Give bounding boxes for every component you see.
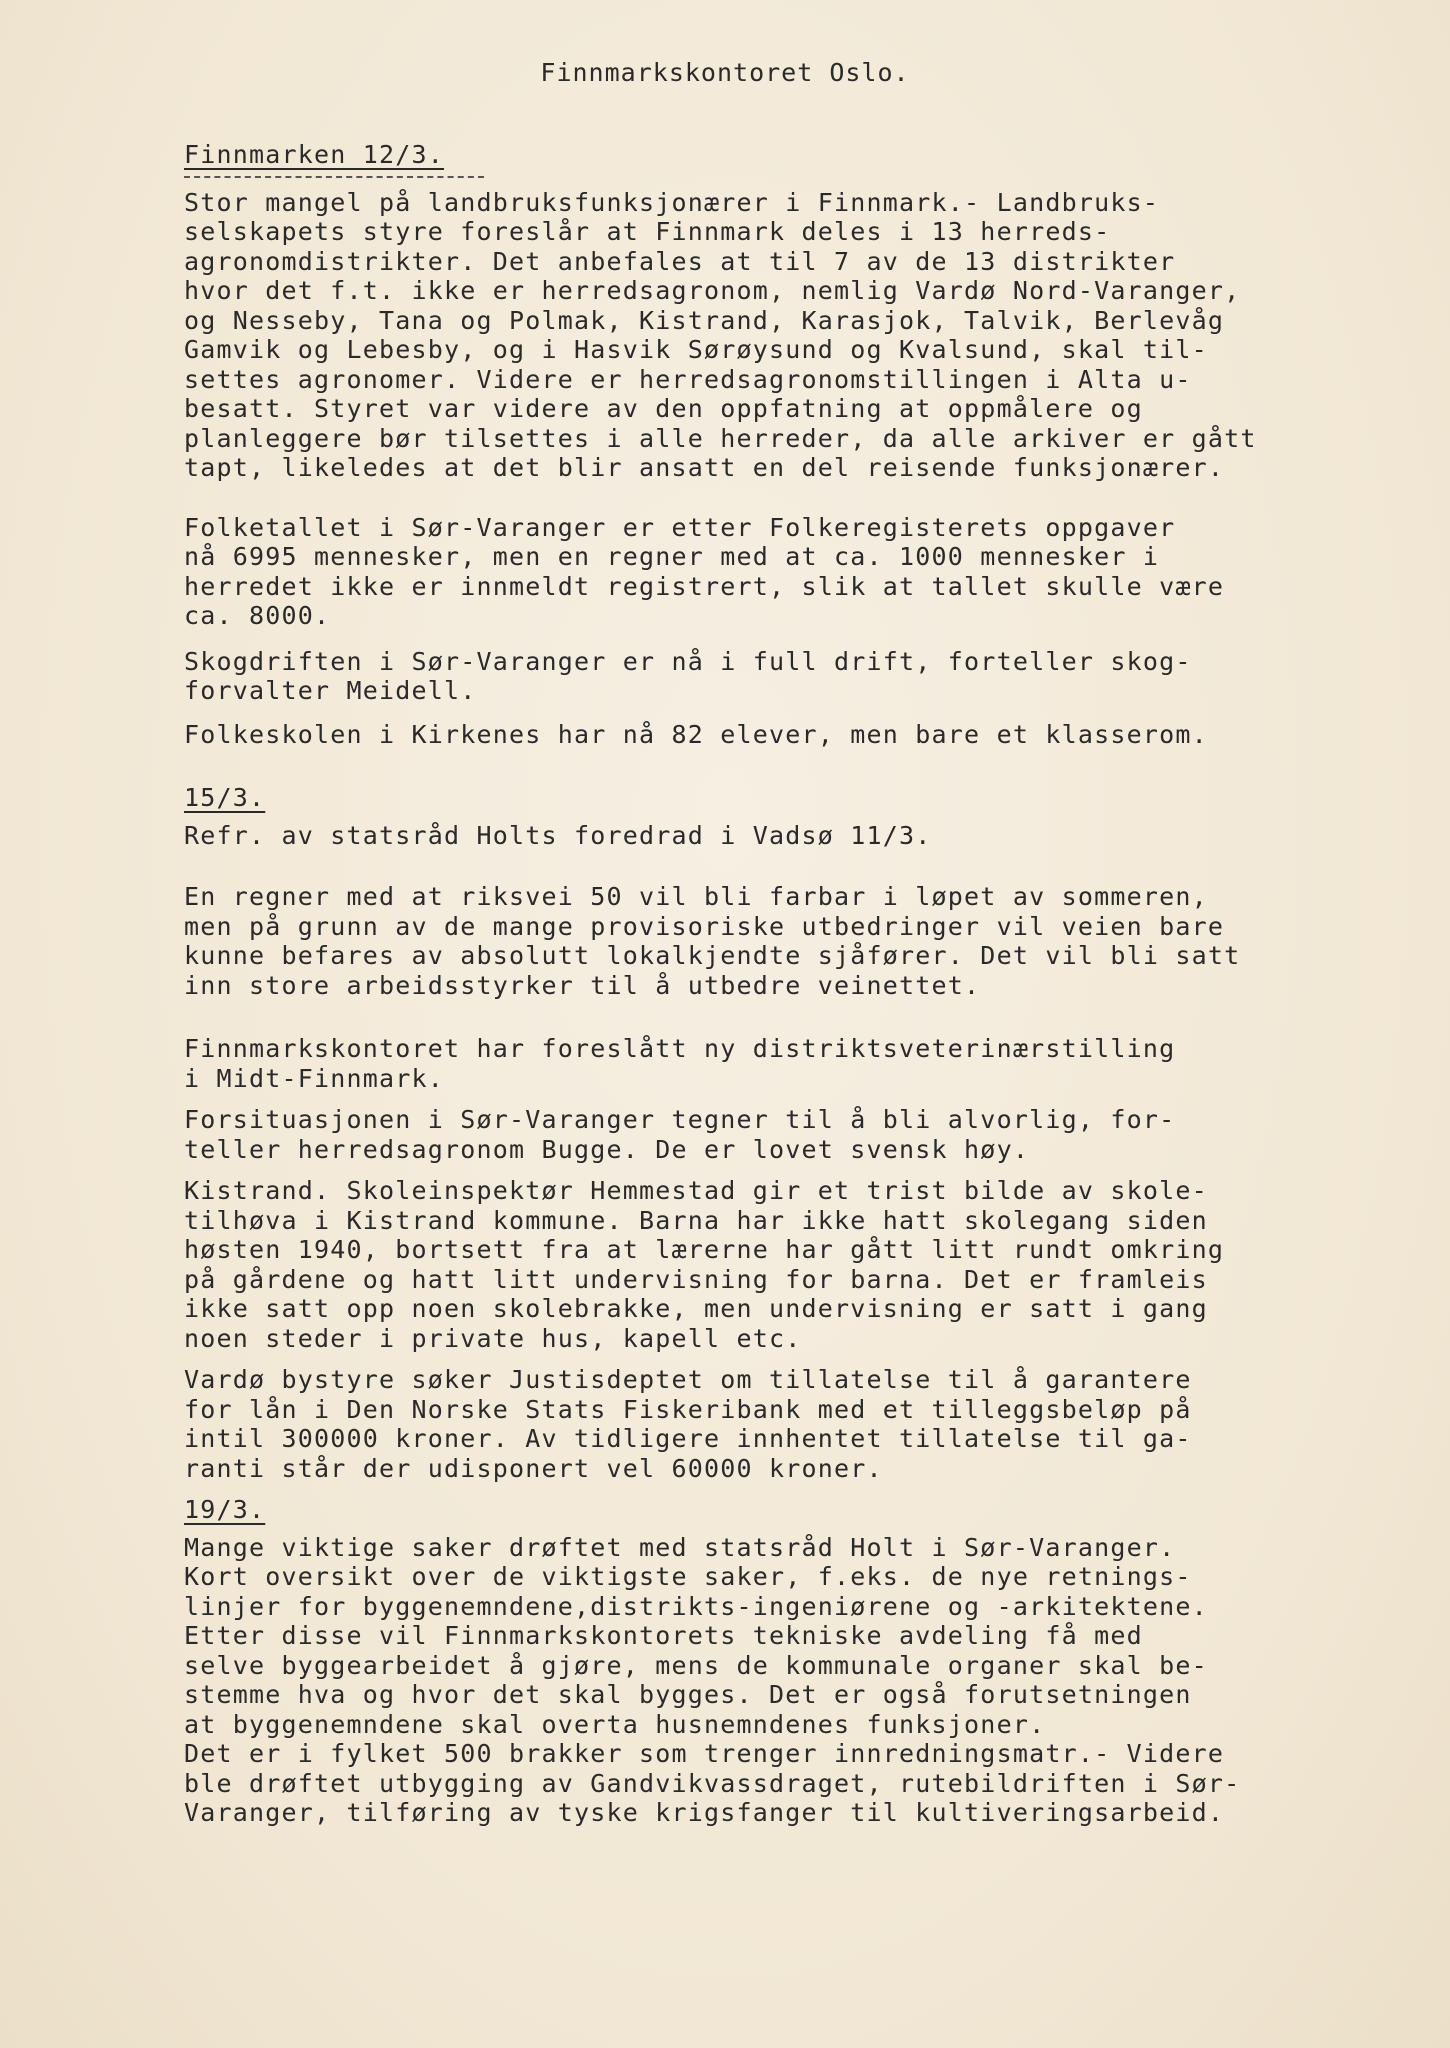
- paragraph: [184, 647, 1364, 706]
- text-line: Kistrand. Skoleinspektør Hemmestad gir et trist bilde av skole-: [184, 1176, 1208, 1205]
- paragraph: [184, 1176, 1364, 1353]
- text-line: Det er i fylket 500 brakker som trenger innredningsmatr.- Videre: [184, 1739, 1225, 1768]
- text-line: og Nesseby, Tana og Polmak, Kistrand, Karasjok, Talvik, Berlevåg: [184, 305, 1225, 335]
- text-line: Vardø bystyre søker Justisdeptet om tillatelse til å garantere: [184, 1365, 1192, 1394]
- text-line: ble drøftet utbygging av Gandvikvassdraget, rutebildriften i Sør-: [184, 1768, 1241, 1798]
- text-line: teller herredsagronom Bugge. De er lovet svensk høy.: [184, 1134, 1030, 1164]
- text-line: nå 6995 mennesker, men en regner med at ca. 1000 mennesker i: [184, 542, 1160, 571]
- text-line: settes agronomer. Videre er herredsagronomstillingen i Alta u-: [184, 364, 1192, 394]
- text-line: herredet ikke er innmeldt registrert, slik at tallet skulle være: [184, 571, 1225, 601]
- text-line: hvor det f.t. ikke er herredsagronom, nemlig Vardø Nord-Varanger,: [184, 276, 1241, 305]
- text-line: høsten 1940, bortsett fra at lærerne har gått litt rundt omkring: [184, 1235, 1225, 1264]
- paragraph: [184, 1365, 1364, 1483]
- text-line: i Midt-Finnmark.: [184, 1063, 445, 1093]
- text-line: Skogdriften i Sør-Varanger er nå i full drift, forteller skog-: [184, 646, 1192, 676]
- text-line: på gårdene og hatt litt undervisning for barna. Det er framleis: [184, 1264, 1208, 1294]
- section: [184, 1495, 1364, 1828]
- text-line: kunne befares av absolutt lokalkjendte sjåfører. Det vil bli satt: [184, 941, 1241, 970]
- paragraph: [184, 1034, 1364, 1093]
- text-line: Mange viktige saker drøftet med statsråd Holt i Sør-Varanger.: [184, 1532, 1176, 1562]
- text-line: ca. 8000.: [184, 601, 331, 630]
- text-line: noen steder i private hus, kapell etc.: [184, 1323, 802, 1353]
- paragraph: [184, 882, 1364, 1000]
- text-line: selskapets styre foreslår at Finnmark deles i 13 herreds-: [184, 217, 1111, 246]
- section: [184, 783, 1364, 1483]
- text-line: selve byggearbeidet å gjøre, mens de kommunale organer skal be-: [184, 1650, 1208, 1680]
- text-line: Etter disse vil Finnmarkskontorets tekniske avdeling få med: [184, 1621, 1143, 1650]
- text-line: Refr. av statsråd Holts foredrad i Vadsø 11/3.: [184, 820, 932, 850]
- text-line: forvalter Meidell.: [184, 676, 477, 705]
- paragraph: [184, 1533, 1364, 1828]
- text-line: En regner med at riksvei 50 vil bli farbar i løpet av sommeren,: [184, 882, 1208, 911]
- text-line: inn store arbeidsstyrker til å utbedre veinettet.: [184, 970, 981, 1000]
- text-line: intil 300000 kroner. Av tidligere innhentet tillatelse til ga-: [184, 1424, 1192, 1453]
- document-body: [184, 140, 1364, 1828]
- text-line: Forsituasjonen i Sør-Varanger tegner til å bli alvorlig, for-: [184, 1105, 1176, 1134]
- text-line: Gamvik og Lebesby, og i Hasvik Sørøysund og Kvalsund, skal til-: [184, 335, 1208, 364]
- text-line: for lån i Den Norske Stats Fiskeribank med et tilleggsbeløp på: [184, 1394, 1192, 1424]
- paragraph: [184, 513, 1364, 631]
- paragraph: [184, 720, 1364, 750]
- text-line: linjer for byggenemndene,distrikts-ingeniørene og -arkitektene.: [184, 1591, 1208, 1621]
- text-line: ikke satt opp noen skolebrakke, men undervisning er satt i gang: [184, 1294, 1208, 1323]
- text-line: ranti står der udisponert vel 60000 kroner.: [184, 1453, 883, 1483]
- section-heading: 15/3.: [184, 783, 266, 812]
- text-line: Folketallet i Sør-Varanger er etter Folkeregisterets oppgaver: [184, 512, 1176, 542]
- paragraph: [184, 821, 1364, 851]
- text-line: Varanger, tilføring av tyske krigsfanger til kultiveringsarbeid.: [184, 1798, 1225, 1827]
- paragraph: [184, 188, 1364, 483]
- text-line: Stor mangel på landbruksfunksjonærer i Finnmark.- Landbruks-: [184, 187, 1160, 217]
- section-heading: Finnmarken 12/3.: [184, 140, 445, 169]
- text-line: Folkeskolen i Kirkenes har nå 82 elever, men bare et klasserom.: [184, 719, 1208, 749]
- text-line: Kort oversikt over de viktigste saker, f.eks. de nye retnings-: [184, 1562, 1192, 1591]
- text-line: men på grunn av de mange provisoriske utbedringer vil veien bare: [184, 911, 1225, 941]
- dashed-rule: [184, 176, 484, 180]
- text-line: tapt, likeledes at det blir ansatt en del reisende funksjonærer.: [184, 453, 1225, 482]
- document-header: Finnmarkskontoret Oslo.: [540, 58, 910, 87]
- text-line: tilhøva i Kistrand kommune. Barna har ikke hatt skolegang siden: [184, 1205, 1208, 1235]
- text-line: stemme hva og hvor det skal bygges. Det er også forutsetningen: [184, 1680, 1192, 1709]
- text-line: agronomdistrikter. Det anbefales at til 7 av de 13 distrikter: [184, 246, 1176, 276]
- section-heading: 19/3.: [184, 1495, 266, 1524]
- text-line: planleggere bør tilsettes i alle herreder, da alle arkiver er gått: [184, 423, 1257, 453]
- text-line: besatt. Styret var videre av den oppfatning at oppmålere og: [184, 394, 1143, 423]
- text-line: Finnmarkskontoret har foreslått ny distriktsveterinærstilling: [184, 1034, 1176, 1063]
- paragraph: [184, 1105, 1364, 1164]
- section: [184, 140, 1364, 749]
- text-line: at byggenemndene skal overta husnemndenes funksjoner.: [184, 1709, 1046, 1739]
